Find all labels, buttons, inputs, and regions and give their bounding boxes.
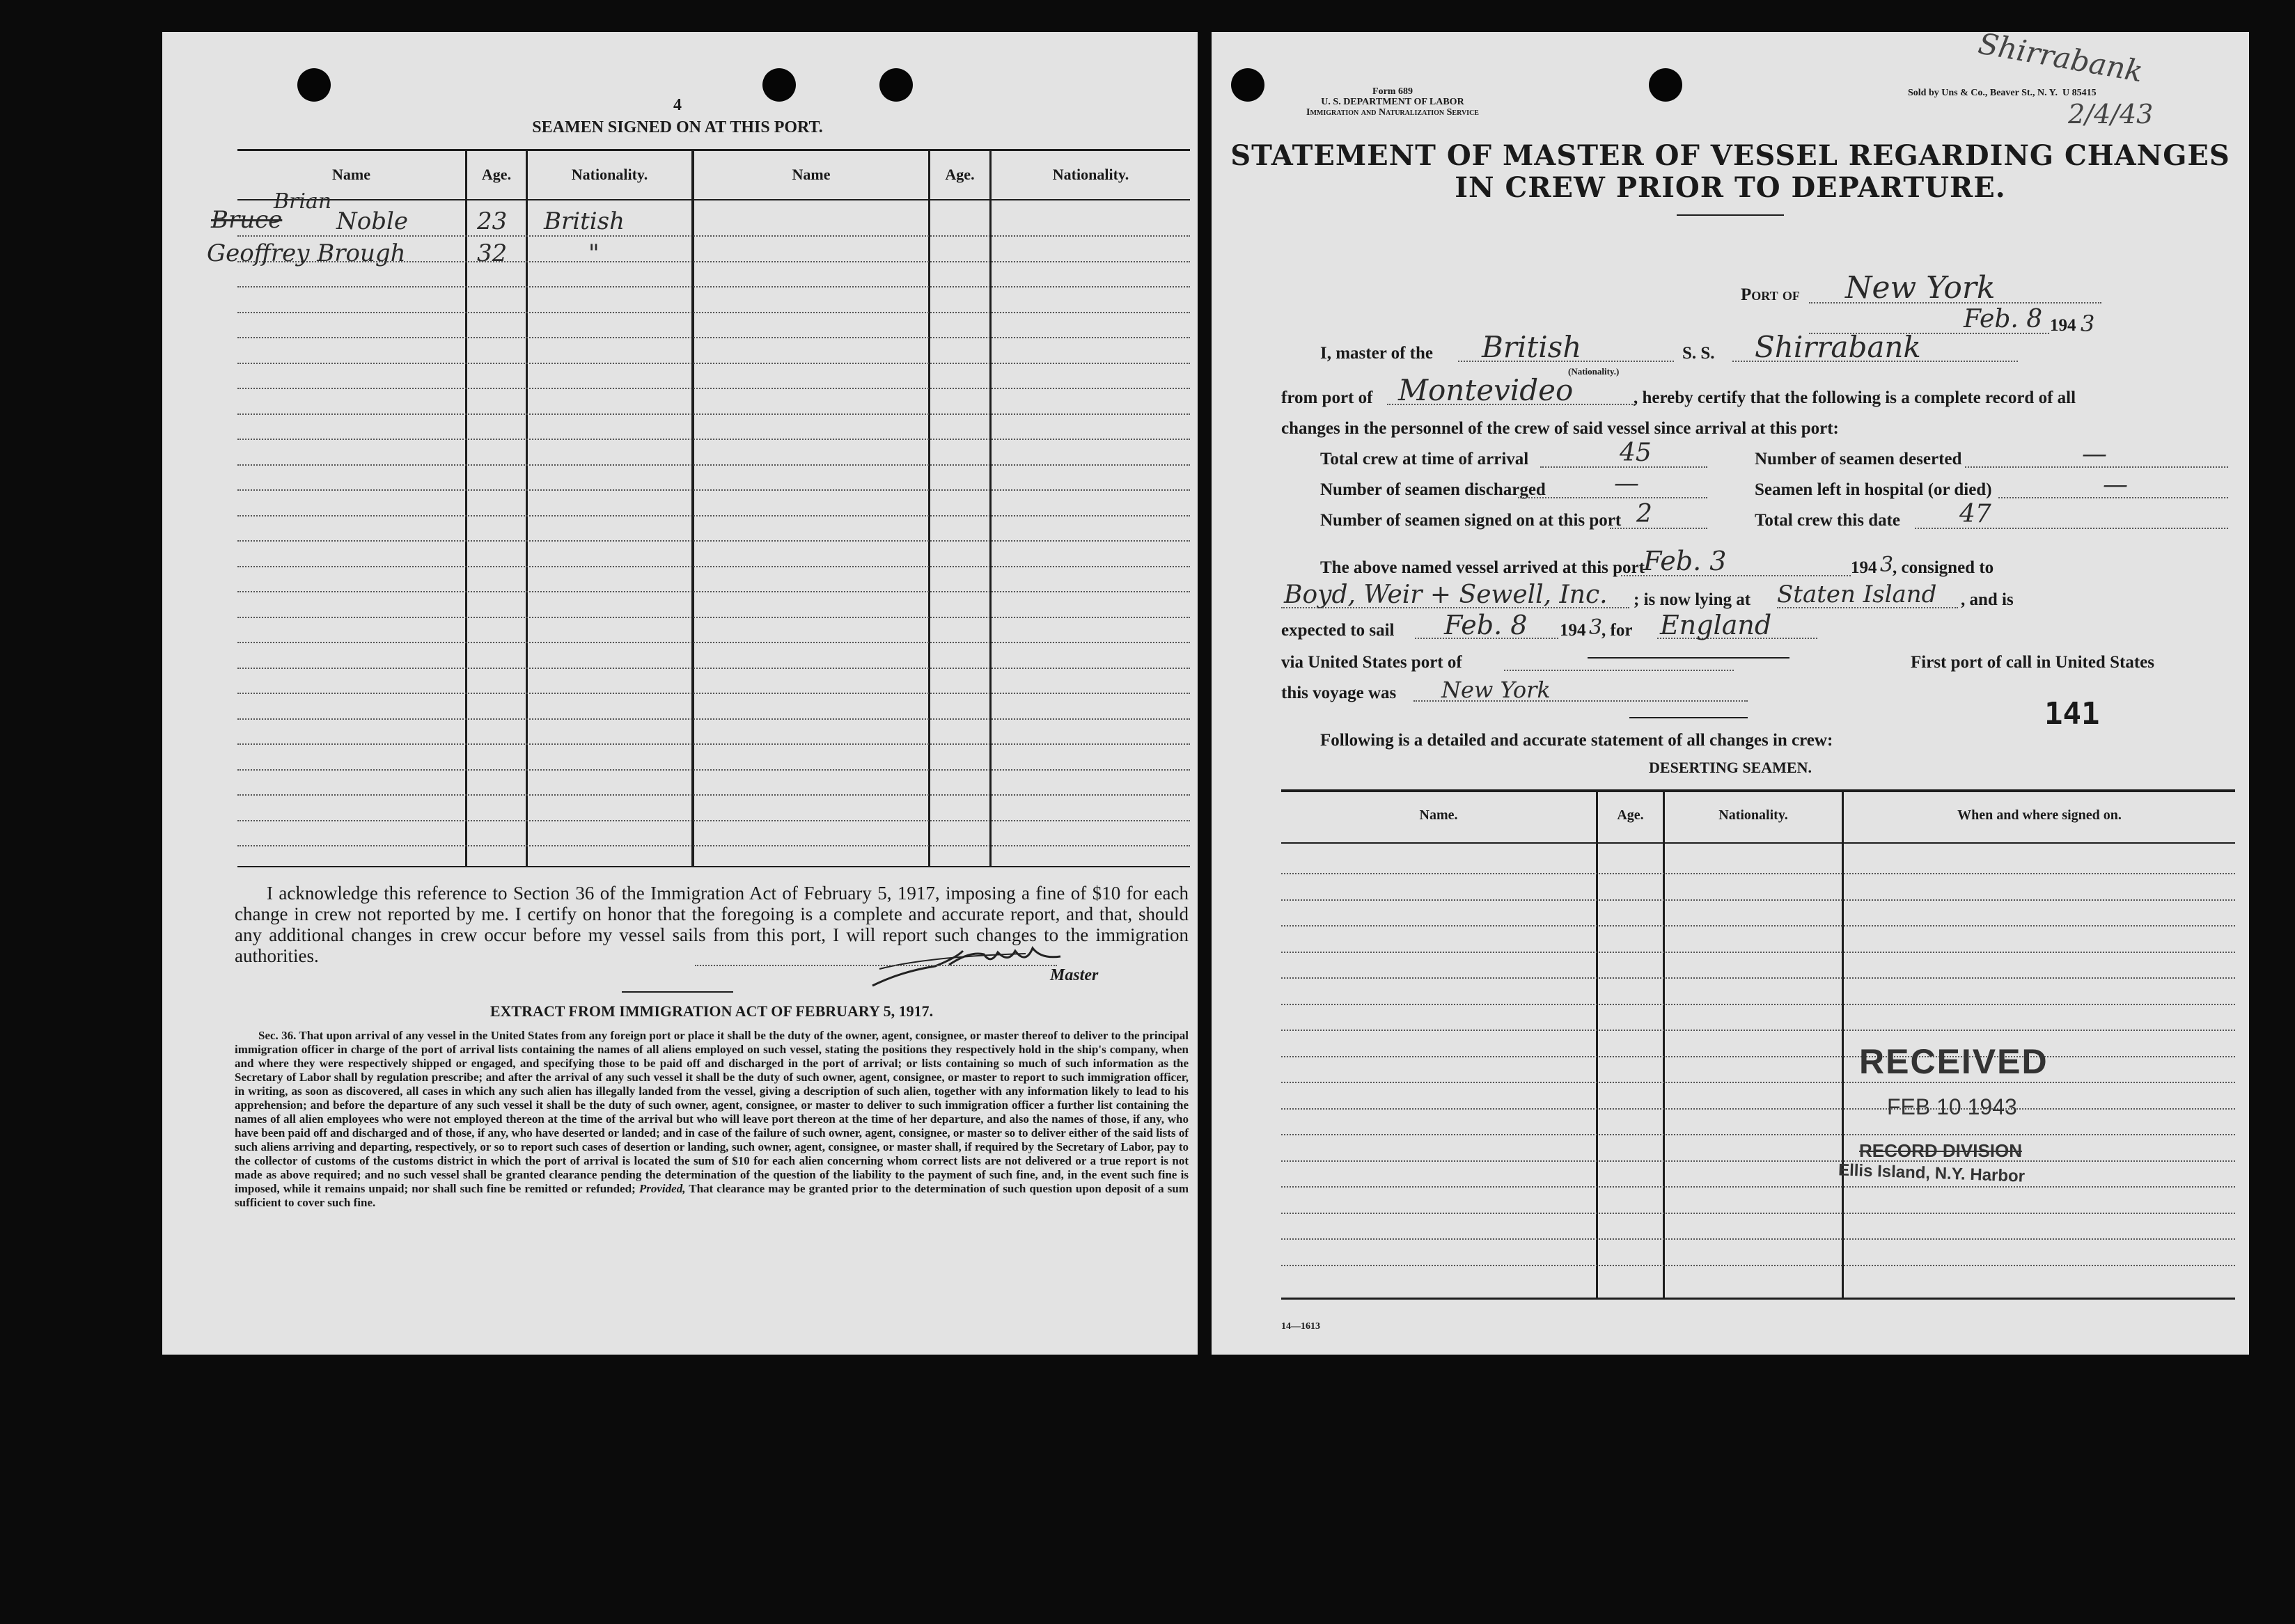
service-name: Immigration and Naturalization Service (1306, 107, 1479, 118)
seamen-signed-title: SEAMEN SIGNED ON AT THIS PORT. (532, 118, 823, 136)
expected-label: expected to sail (1281, 621, 1395, 640)
table-row-line (1281, 1056, 2235, 1057)
this-voyage-label: this voyage was (1281, 684, 1397, 702)
form-header (1239, 86, 1546, 118)
signature-line (695, 965, 1057, 966)
table-row-line (237, 235, 1190, 237)
extract-text (235, 1029, 1189, 1210)
table-row-line (237, 718, 1190, 720)
table-row-line (1281, 1004, 2235, 1005)
from-port-label: from port of (1281, 388, 1373, 407)
extract-section: Sec. 36. (258, 1029, 297, 1042)
sold-by-line (1908, 88, 2097, 99)
table-row-line (237, 617, 1190, 618)
punch-hole (297, 68, 331, 102)
col-header-name: Name (792, 166, 831, 183)
table-row-line (1281, 1160, 2235, 1162)
table-row-line (237, 794, 1190, 796)
table-row-line (1281, 1082, 2235, 1083)
punch-hole (1649, 68, 1682, 102)
seaman-age: 32 (477, 239, 508, 267)
table-row-line (1281, 1134, 2235, 1135)
col-header-age: Age. (481, 166, 512, 183)
table-row-line (1281, 952, 2235, 953)
left-page (162, 32, 1198, 1355)
port-value: New York (1845, 270, 1996, 306)
changes-text: changes in the personnel of the crew of said vessel since arrival at this port: (1281, 419, 1839, 438)
department-name: U. S. DEPARTMENT OF LABOR (1321, 97, 1464, 107)
lying-value: Staten Island (1777, 581, 1937, 608)
table-row-line (1281, 1265, 2235, 1266)
deserted-value: — (2082, 440, 2107, 468)
field-line (1610, 528, 1707, 529)
record-division-stamp: RECORD DIVISION (1859, 1140, 2023, 1161)
arrived-year-hand: 3 (1880, 553, 1894, 577)
column-divider (526, 149, 528, 866)
table-row-line (1281, 925, 2235, 927)
col-header-nationality: Nationality. (1052, 166, 1129, 183)
table-row-line (1281, 1030, 2235, 1031)
table-top-rule (237, 149, 1190, 151)
table-top-rule (1281, 789, 2235, 792)
footer-code: 14—1613 (1281, 1321, 1320, 1332)
total-crew-arrival-label: Total crew at time of arrival (1320, 450, 1529, 468)
name-struck: Bruce (211, 206, 283, 234)
column-divider (989, 149, 992, 866)
page-number: 4 (673, 96, 682, 114)
via-line (1588, 657, 1789, 659)
seaman-name: Geoffrey Brough (207, 239, 406, 267)
extract-body: That upon arrival of any vessel in the United States from any foreign port or place it shall be the duty of the owner, agent, consignee, or master thereof to deliver to the principal immigration officer in charge of the port of arrival lists containing the names of all aliens employed on such vessel, stating the positions they respectively hold in the ship's company, when and where they were respectively shipped or engaged, and specifying those to be paid off and discharged in the port of arrival; or lists containing so much of such information as the Secretary of Labor shall by regulation prescribe; and after the arrival of any such vessel it shall be the duty of such owner, agent, consignee, or master to report to such immigration officer, in writing, as soon as discovered, all cases in which any such alien has illegally landed from the vessel, giving a description of such alien, together with any information likely to lead to his apprehension; and before the departure of any such vessel it shall be the duty of such owner, agent, consignee, or master to deliver to such immigration officer a further list containing the names of all alien employees who were not employed thereon at the time of the arrival but who will leave port thereon at the time of her departure, and also the names of those, if any, who have been paid off and discharged and of those, if any, who have deserted or landed; and in case of the failure of such owner, agent, consignee, or master so to deliver either of the said lists of such aliens arriving and departing, respectively, or so to report such cases of desertion or landing, such owner, agent, consignee, or master shall, if required by the Secretary of Labor, pay to the collector of customs of the customs district in which the port of arrival is located the sum of $10 for each alien concerning whom correct lists are not delivered or a true report is not made as above required; and no such vessel shall be granted clearance pending the determination of the question of the liability to the payment of such fine, and, in the event such fine is imposed, while it remains unpaid; nor shall such fine be remitted or refunded; (235, 1029, 1189, 1195)
signed-on-label: Number of seamen signed on at this port (1320, 511, 1622, 530)
column-divider (928, 149, 930, 866)
table-row-line (237, 464, 1190, 466)
table-row-line (237, 743, 1190, 745)
total-crew-date-value: 47 (1959, 500, 1991, 528)
consigned-label: , consigned to (1893, 558, 1994, 577)
table-row-line (237, 693, 1190, 694)
table-row-line (1281, 1213, 2235, 1214)
hospital-value: — (2103, 471, 2128, 499)
table-bottom-rule (1281, 1298, 2235, 1300)
table-row-line (1281, 1186, 2235, 1188)
ss-label: S. S. (1682, 344, 1715, 363)
seaman-age: 23 (477, 207, 508, 235)
table-row-line (237, 413, 1190, 415)
acknowledgement-paragraph: I acknowledge this reference to Section 36 of the Immigration Act of February 5, 1917, imposing a fine of $10 for each change in crew not reported by me. I certify on honor that the foregoing is a complete and accurate report, and that, should any additional changes in crew occur before my vessel sails from this port, I will report such changes to the immigration authorities. (235, 883, 1189, 966)
table-header-rule (1281, 842, 2235, 844)
table-row-line (237, 312, 1190, 313)
table-row-line (237, 668, 1190, 669)
extract-proviso: Provided, (639, 1182, 686, 1195)
deserted-label: Number of seamen deserted (1755, 450, 1962, 468)
table-row-line (237, 286, 1190, 287)
arrived-value: Feb. 3 (1643, 546, 1727, 576)
ellis-island-stamp: Ellis Island, N.Y. Harbor (1838, 1160, 2026, 1186)
extract-title: EXTRACT FROM IMMIGRATION ACT OF FEBRUARY 5, 1917. (489, 1002, 934, 1020)
field-line (1518, 497, 1707, 498)
field-line (1504, 670, 1734, 671)
table-row-line (237, 363, 1190, 364)
lying-label: ; is now lying at (1634, 590, 1751, 609)
column-divider (465, 149, 467, 866)
discharged-value: — (1614, 469, 1639, 498)
table-row-line (237, 642, 1190, 643)
table-row-line (237, 439, 1190, 440)
table-row-line (237, 769, 1190, 771)
nationality-caption: (Nationality.) (1568, 366, 1620, 377)
table-row-line (1281, 1108, 2235, 1110)
seaman-nationality: British (544, 207, 625, 235)
stock-number: U 85415 (2062, 88, 2097, 98)
year-printed: 194 (2050, 316, 2076, 335)
column-divider (691, 149, 694, 866)
sold-by-text: Sold by Uns & Co., Beaver St., N. Y. (1908, 88, 2058, 98)
total-crew-arrival-value: 45 (1620, 439, 1652, 467)
for-label: , for (1601, 621, 1633, 640)
from-port-value: Montevideo (1398, 373, 1574, 407)
master-signature (859, 923, 1067, 1000)
table-bottom-rule (237, 866, 1190, 867)
master-of-label: I, master of the (1320, 344, 1433, 363)
col-header-name: Name (332, 166, 370, 183)
col-header-age: Age. (945, 166, 975, 183)
punch-hole (879, 68, 913, 102)
first-port-label: First port of call in United States (1911, 653, 2154, 672)
table-row-line (1281, 873, 2235, 874)
table-row-line (237, 591, 1190, 592)
voyage-rule (1629, 717, 1748, 718)
via-label: via United States port of (1281, 653, 1462, 672)
seaman-nationality: " (588, 239, 600, 267)
year-hand: 3 (2081, 310, 2095, 337)
table-row-line (237, 820, 1190, 821)
following-text: Following is a detailed and accurate statement of all changes in crew: (1320, 731, 1833, 750)
form-title-line-1: STATEMENT OF MASTER OF VESSEL REGARDING CHANGES (1230, 139, 2230, 172)
deserting-title: DESERTING SEAMEN. (1649, 759, 1812, 776)
field-line (1281, 607, 1629, 608)
table-row-line (237, 388, 1190, 389)
for-value: England (1660, 610, 1772, 640)
form-title-line-2: IN CREW PRIOR TO DEPARTURE. (1455, 171, 2006, 204)
col-header-nationality: Nationality. (1718, 807, 1788, 823)
table-row-line (237, 515, 1190, 517)
col-header-age: Age. (1617, 807, 1644, 823)
master-label: Master (1050, 966, 1099, 984)
date-value: Feb. 8 (1964, 305, 2043, 333)
form-number: Form 689 (1372, 86, 1413, 97)
name-correction: Brian (274, 189, 332, 214)
discharged-label: Number of seamen discharged (1320, 480, 1546, 499)
expected-year: 194 (1560, 621, 1586, 640)
seaman-name: Noble (336, 207, 408, 235)
and-is-text: , and is (1961, 590, 2014, 609)
title-underline (1677, 214, 1784, 216)
table-row-line (1281, 1238, 2235, 1240)
table-row-line (237, 489, 1190, 491)
table-row-line (1281, 977, 2235, 979)
expected-year-hand: 3 (1589, 615, 1603, 640)
table-row-line (237, 337, 1190, 338)
col-header-name: Name. (1419, 807, 1458, 823)
expected-value: Feb. 8 (1444, 610, 1528, 640)
col-header-signed-on: When and where signed on. (1957, 807, 2122, 823)
arrived-label: The above named vessel arrived at this port (1320, 558, 1645, 577)
total-crew-date-label: Total crew this date (1755, 511, 1901, 530)
port-label: Port of (1741, 285, 1800, 304)
table-header-rule (237, 199, 1190, 200)
column-divider (1663, 791, 1665, 1298)
this-voyage-value: New York (1441, 677, 1551, 703)
extract-end: That clearance may be granted prior to the determination of such question upon deposit of a sum sufficient to cover such fine. (235, 1182, 1189, 1209)
ship-name: Shirrabank (1755, 330, 1921, 364)
vessel-nationality: British (1482, 330, 1582, 364)
stamp-number: 141 (2044, 696, 2100, 732)
table-row-line (237, 845, 1190, 846)
table-row-line (237, 566, 1190, 567)
separator-rule (622, 991, 733, 993)
table-row-line (1281, 899, 2235, 901)
corner-date-note: 2/4/43 (2068, 99, 2154, 129)
received-stamp: RECEIVED (1859, 1042, 2049, 1081)
punch-hole (762, 68, 796, 102)
certify-text: , hereby certify that the following is a complete record of all (1634, 388, 2076, 407)
col-header-nationality: Nationality. (571, 166, 648, 183)
hospital-label: Seamen left in hospital (or died) (1755, 480, 1992, 499)
column-divider (1596, 791, 1598, 1298)
column-divider (1842, 791, 1844, 1298)
table-row-line (237, 540, 1190, 542)
right-page (1212, 26, 2249, 1355)
signed-on-value: 2 (1636, 500, 1652, 528)
consignee: Boyd, Weir + Sewell, Inc. (1284, 581, 1608, 609)
received-date-stamp: FEB 10 1943 (1887, 1094, 2017, 1119)
arrived-year: 194 (1851, 558, 1877, 577)
corner-ship-note: Shirrabank (1975, 26, 2146, 89)
